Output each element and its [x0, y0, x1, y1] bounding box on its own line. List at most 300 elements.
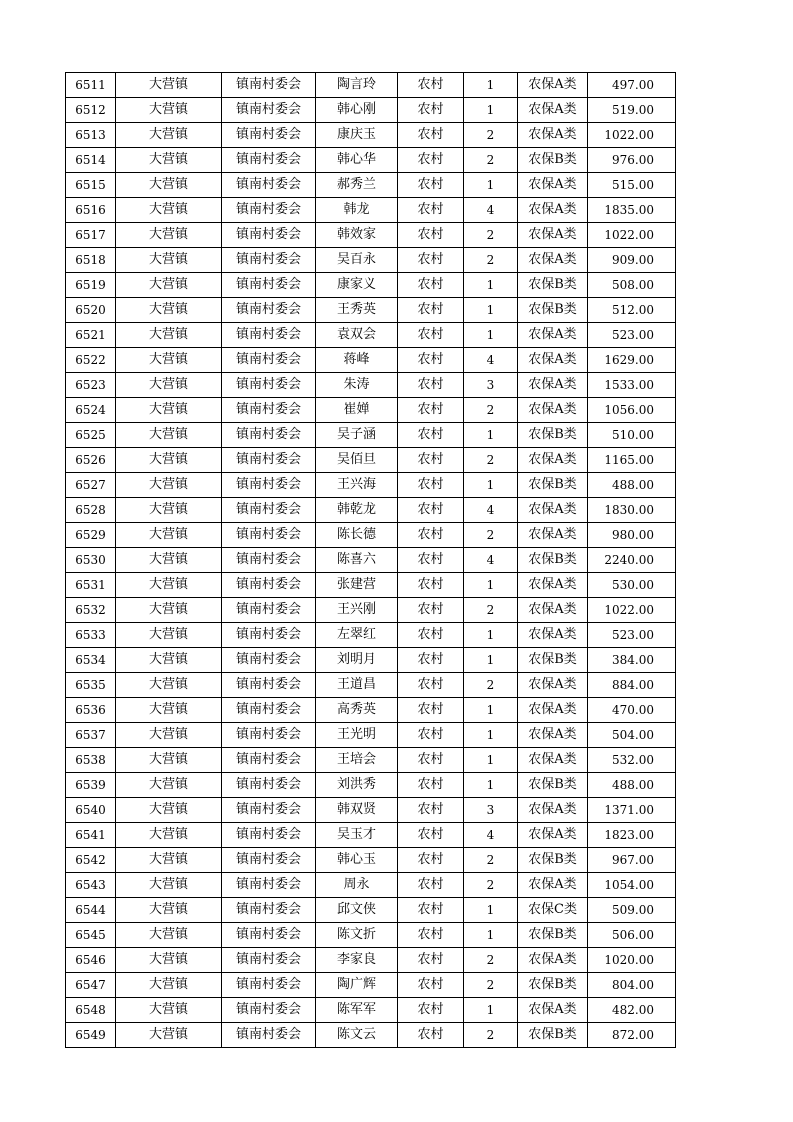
town-cell: 大营镇: [116, 148, 222, 173]
area-type-cell: 农村: [398, 723, 464, 748]
insurance-category-cell: 农保B类: [518, 973, 588, 998]
table-row: [66, 573, 676, 598]
town-cell: 大营镇: [116, 398, 222, 423]
amount-cell: 532.00: [588, 748, 676, 773]
record-number-cell: 6533: [66, 623, 116, 648]
area-type-cell: 农村: [398, 348, 464, 373]
person-name-cell: 蒋峰: [316, 348, 398, 373]
amount-cell: 1054.00: [588, 873, 676, 898]
person-name-cell: 陈文云: [316, 1023, 398, 1048]
area-type-cell: 农村: [398, 948, 464, 973]
town-cell: 大营镇: [116, 748, 222, 773]
person-name-cell: 韩龙: [316, 198, 398, 223]
area-type-cell: 农村: [398, 673, 464, 698]
village-committee-cell: 镇南村委会: [222, 773, 316, 798]
person-name-cell: 陶言玲: [316, 73, 398, 98]
record-number-cell: 6527: [66, 473, 116, 498]
village-committee-cell: 镇南村委会: [222, 323, 316, 348]
town-cell: 大营镇: [116, 523, 222, 548]
table-row: [66, 73, 676, 98]
area-type-cell: 农村: [398, 698, 464, 723]
insurance-category-cell: 农保A类: [518, 198, 588, 223]
table-row: [66, 873, 676, 898]
record-number-cell: 6529: [66, 523, 116, 548]
person-name-cell: 陈文折: [316, 923, 398, 948]
record-number-cell: 6516: [66, 198, 116, 223]
household-size-cell: 1: [464, 98, 518, 123]
person-name-cell: 王兴海: [316, 473, 398, 498]
village-committee-cell: 镇南村委会: [222, 873, 316, 898]
town-cell: 大营镇: [116, 348, 222, 373]
person-name-cell: 朱涛: [316, 373, 398, 398]
table-row: [66, 273, 676, 298]
table-row: [66, 748, 676, 773]
amount-cell: 488.00: [588, 473, 676, 498]
record-number-cell: 6540: [66, 798, 116, 823]
amount-cell: 1830.00: [588, 498, 676, 523]
insurance-category-cell: 农保A类: [518, 448, 588, 473]
person-name-cell: 王秀英: [316, 298, 398, 323]
area-type-cell: 农村: [398, 398, 464, 423]
amount-cell: 497.00: [588, 73, 676, 98]
person-name-cell: 韩心玉: [316, 848, 398, 873]
town-cell: 大营镇: [116, 973, 222, 998]
insurance-category-cell: 农保A类: [518, 348, 588, 373]
town-cell: 大营镇: [116, 298, 222, 323]
record-number-cell: 6518: [66, 248, 116, 273]
record-number-cell: 6538: [66, 748, 116, 773]
table-row: [66, 448, 676, 473]
table-row: [66, 698, 676, 723]
record-number-cell: 6512: [66, 98, 116, 123]
insurance-category-cell: 农保A类: [518, 223, 588, 248]
amount-cell: 482.00: [588, 998, 676, 1023]
person-name-cell: 康庆玉: [316, 123, 398, 148]
town-cell: 大营镇: [116, 273, 222, 298]
village-committee-cell: 镇南村委会: [222, 973, 316, 998]
amount-cell: 967.00: [588, 848, 676, 873]
person-name-cell: 韩双贤: [316, 798, 398, 823]
table-row: [66, 473, 676, 498]
person-name-cell: 吴佰旦: [316, 448, 398, 473]
household-size-cell: 3: [464, 373, 518, 398]
person-name-cell: 康家义: [316, 273, 398, 298]
village-committee-cell: 镇南村委会: [222, 523, 316, 548]
household-size-cell: 2: [464, 1023, 518, 1048]
insurance-category-cell: 农保B类: [518, 423, 588, 448]
insurance-category-cell: 农保A类: [518, 573, 588, 598]
area-type-cell: 农村: [398, 823, 464, 848]
amount-cell: 1629.00: [588, 348, 676, 373]
record-number-cell: 6515: [66, 173, 116, 198]
table-row: [66, 723, 676, 748]
table-row: [66, 173, 676, 198]
village-committee-cell: 镇南村委会: [222, 423, 316, 448]
household-size-cell: 1: [464, 923, 518, 948]
person-name-cell: 崔婵: [316, 398, 398, 423]
area-type-cell: 农村: [398, 873, 464, 898]
insurance-category-cell: 农保B类: [518, 648, 588, 673]
town-cell: 大营镇: [116, 248, 222, 273]
beneficiary-table: [65, 72, 676, 1048]
town-cell: 大营镇: [116, 498, 222, 523]
amount-cell: 980.00: [588, 523, 676, 548]
record-number-cell: 6530: [66, 548, 116, 573]
village-committee-cell: 镇南村委会: [222, 848, 316, 873]
insurance-category-cell: 农保A类: [518, 673, 588, 698]
town-cell: 大营镇: [116, 473, 222, 498]
table-row: [66, 848, 676, 873]
household-size-cell: 4: [464, 823, 518, 848]
person-name-cell: 韩心刚: [316, 98, 398, 123]
amount-cell: 1022.00: [588, 123, 676, 148]
person-name-cell: 韩效家: [316, 223, 398, 248]
town-cell: 大营镇: [116, 173, 222, 198]
amount-cell: 1165.00: [588, 448, 676, 473]
village-committee-cell: 镇南村委会: [222, 98, 316, 123]
amount-cell: 1020.00: [588, 948, 676, 973]
record-number-cell: 6517: [66, 223, 116, 248]
table-row: [66, 423, 676, 448]
area-type-cell: 农村: [398, 123, 464, 148]
insurance-category-cell: 农保B类: [518, 298, 588, 323]
area-type-cell: 农村: [398, 148, 464, 173]
town-cell: 大营镇: [116, 823, 222, 848]
amount-cell: 506.00: [588, 923, 676, 948]
town-cell: 大营镇: [116, 848, 222, 873]
area-type-cell: 农村: [398, 98, 464, 123]
town-cell: 大营镇: [116, 1023, 222, 1048]
table-row: [66, 898, 676, 923]
area-type-cell: 农村: [398, 598, 464, 623]
household-size-cell: 2: [464, 148, 518, 173]
person-name-cell: 陈长德: [316, 523, 398, 548]
area-type-cell: 农村: [398, 523, 464, 548]
village-committee-cell: 镇南村委会: [222, 573, 316, 598]
household-size-cell: 2: [464, 223, 518, 248]
amount-cell: 509.00: [588, 898, 676, 923]
table-row: [66, 548, 676, 573]
town-cell: 大营镇: [116, 923, 222, 948]
record-number-cell: 6547: [66, 973, 116, 998]
record-number-cell: 6539: [66, 773, 116, 798]
area-type-cell: 农村: [398, 1023, 464, 1048]
area-type-cell: 农村: [398, 373, 464, 398]
village-committee-cell: 镇南村委会: [222, 473, 316, 498]
amount-cell: 510.00: [588, 423, 676, 448]
amount-cell: 872.00: [588, 1023, 676, 1048]
person-name-cell: 刘洪秀: [316, 773, 398, 798]
amount-cell: 1022.00: [588, 223, 676, 248]
record-number-cell: 6546: [66, 948, 116, 973]
table-row: [66, 773, 676, 798]
record-number-cell: 6543: [66, 873, 116, 898]
record-number-cell: 6522: [66, 348, 116, 373]
village-committee-cell: 镇南村委会: [222, 173, 316, 198]
amount-cell: 523.00: [588, 623, 676, 648]
insurance-category-cell: 农保A类: [518, 598, 588, 623]
household-size-cell: 1: [464, 748, 518, 773]
insurance-category-cell: 农保B类: [518, 773, 588, 798]
household-size-cell: 2: [464, 948, 518, 973]
table-row: [66, 323, 676, 348]
town-cell: 大营镇: [116, 73, 222, 98]
household-size-cell: 2: [464, 848, 518, 873]
amount-cell: 508.00: [588, 273, 676, 298]
insurance-category-cell: 农保A类: [518, 623, 588, 648]
household-size-cell: 1: [464, 473, 518, 498]
insurance-category-cell: 农保B类: [518, 148, 588, 173]
town-cell: 大营镇: [116, 373, 222, 398]
person-name-cell: 高秀英: [316, 698, 398, 723]
amount-cell: 884.00: [588, 673, 676, 698]
insurance-category-cell: 农保B类: [518, 848, 588, 873]
town-cell: 大营镇: [116, 573, 222, 598]
area-type-cell: 农村: [398, 473, 464, 498]
person-name-cell: 刘明月: [316, 648, 398, 673]
town-cell: 大营镇: [116, 998, 222, 1023]
household-size-cell: 2: [464, 523, 518, 548]
record-number-cell: 6528: [66, 498, 116, 523]
person-name-cell: 韩乾龙: [316, 498, 398, 523]
table-row: [66, 498, 676, 523]
area-type-cell: 农村: [398, 223, 464, 248]
record-number-cell: 6525: [66, 423, 116, 448]
insurance-category-cell: 农保A类: [518, 998, 588, 1023]
town-cell: 大营镇: [116, 623, 222, 648]
insurance-category-cell: 农保C类: [518, 898, 588, 923]
amount-cell: 488.00: [588, 773, 676, 798]
village-committee-cell: 镇南村委会: [222, 648, 316, 673]
household-size-cell: 2: [464, 248, 518, 273]
amount-cell: 1371.00: [588, 798, 676, 823]
town-cell: 大营镇: [116, 123, 222, 148]
household-size-cell: 1: [464, 423, 518, 448]
record-number-cell: 6544: [66, 898, 116, 923]
insurance-category-cell: 农保A类: [518, 398, 588, 423]
table-row: [66, 948, 676, 973]
village-committee-cell: 镇南村委会: [222, 198, 316, 223]
table-row: [66, 123, 676, 148]
table-row: [66, 973, 676, 998]
village-committee-cell: 镇南村委会: [222, 273, 316, 298]
table-row: [66, 598, 676, 623]
amount-cell: 515.00: [588, 173, 676, 198]
area-type-cell: 农村: [398, 923, 464, 948]
area-type-cell: 农村: [398, 323, 464, 348]
town-cell: 大营镇: [116, 223, 222, 248]
table-row: [66, 373, 676, 398]
person-name-cell: 郝秀兰: [316, 173, 398, 198]
household-size-cell: 2: [464, 398, 518, 423]
household-size-cell: 4: [464, 548, 518, 573]
record-number-cell: 6542: [66, 848, 116, 873]
record-number-cell: 6532: [66, 598, 116, 623]
table-row: [66, 923, 676, 948]
area-type-cell: 农村: [398, 748, 464, 773]
village-committee-cell: 镇南村委会: [222, 898, 316, 923]
person-name-cell: 李家良: [316, 948, 398, 973]
table-row: [66, 98, 676, 123]
household-size-cell: 1: [464, 698, 518, 723]
table-row: [66, 823, 676, 848]
amount-cell: 804.00: [588, 973, 676, 998]
person-name-cell: 陶广辉: [316, 973, 398, 998]
person-name-cell: 陈军军: [316, 998, 398, 1023]
amount-cell: 470.00: [588, 698, 676, 723]
town-cell: 大营镇: [116, 448, 222, 473]
household-size-cell: 1: [464, 73, 518, 98]
village-committee-cell: 镇南村委会: [222, 348, 316, 373]
record-number-cell: 6535: [66, 673, 116, 698]
record-number-cell: 6526: [66, 448, 116, 473]
village-committee-cell: 镇南村委会: [222, 923, 316, 948]
area-type-cell: 农村: [398, 998, 464, 1023]
village-committee-cell: 镇南村委会: [222, 248, 316, 273]
table-row: [66, 648, 676, 673]
insurance-category-cell: 农保B类: [518, 273, 588, 298]
person-name-cell: 王兴刚: [316, 598, 398, 623]
insurance-category-cell: 农保A类: [518, 798, 588, 823]
household-size-cell: 2: [464, 973, 518, 998]
person-name-cell: 王光明: [316, 723, 398, 748]
insurance-category-cell: 农保A类: [518, 498, 588, 523]
town-cell: 大营镇: [116, 198, 222, 223]
insurance-category-cell: 农保B类: [518, 923, 588, 948]
town-cell: 大营镇: [116, 873, 222, 898]
table-row: [66, 998, 676, 1023]
household-size-cell: 1: [464, 648, 518, 673]
town-cell: 大营镇: [116, 98, 222, 123]
record-number-cell: 6523: [66, 373, 116, 398]
household-size-cell: 1: [464, 298, 518, 323]
area-type-cell: 农村: [398, 573, 464, 598]
insurance-category-cell: 农保A类: [518, 373, 588, 398]
household-size-cell: 3: [464, 798, 518, 823]
amount-cell: 909.00: [588, 248, 676, 273]
household-size-cell: 2: [464, 598, 518, 623]
record-number-cell: 6524: [66, 398, 116, 423]
area-type-cell: 农村: [398, 173, 464, 198]
insurance-category-cell: 农保A类: [518, 248, 588, 273]
town-cell: 大营镇: [116, 798, 222, 823]
household-size-cell: 1: [464, 573, 518, 598]
table-row: [66, 223, 676, 248]
person-name-cell: 袁双会: [316, 323, 398, 348]
household-size-cell: 1: [464, 273, 518, 298]
record-number-cell: 6536: [66, 698, 116, 723]
insurance-category-cell: 农保A类: [518, 173, 588, 198]
village-committee-cell: 镇南村委会: [222, 673, 316, 698]
amount-cell: 512.00: [588, 298, 676, 323]
table-row: [66, 198, 676, 223]
village-committee-cell: 镇南村委会: [222, 498, 316, 523]
village-committee-cell: 镇南村委会: [222, 823, 316, 848]
town-cell: 大营镇: [116, 698, 222, 723]
record-number-cell: 6534: [66, 648, 116, 673]
amount-cell: 384.00: [588, 648, 676, 673]
person-name-cell: 陈喜六: [316, 548, 398, 573]
person-name-cell: 王道昌: [316, 673, 398, 698]
household-size-cell: 1: [464, 898, 518, 923]
record-number-cell: 6520: [66, 298, 116, 323]
area-type-cell: 农村: [398, 648, 464, 673]
village-committee-cell: 镇南村委会: [222, 373, 316, 398]
area-type-cell: 农村: [398, 773, 464, 798]
person-name-cell: 韩心华: [316, 148, 398, 173]
village-committee-cell: 镇南村委会: [222, 798, 316, 823]
town-cell: 大营镇: [116, 323, 222, 348]
record-number-cell: 6513: [66, 123, 116, 148]
household-size-cell: 2: [464, 873, 518, 898]
record-number-cell: 6519: [66, 273, 116, 298]
table-row: [66, 798, 676, 823]
amount-cell: 523.00: [588, 323, 676, 348]
area-type-cell: 农村: [398, 898, 464, 923]
insurance-category-cell: 农保A类: [518, 698, 588, 723]
village-committee-cell: 镇南村委会: [222, 1023, 316, 1048]
village-committee-cell: 镇南村委会: [222, 698, 316, 723]
village-committee-cell: 镇南村委会: [222, 998, 316, 1023]
amount-cell: 1056.00: [588, 398, 676, 423]
record-number-cell: 6537: [66, 723, 116, 748]
amount-cell: 1533.00: [588, 373, 676, 398]
amount-cell: 530.00: [588, 573, 676, 598]
amount-cell: 1823.00: [588, 823, 676, 848]
record-number-cell: 6521: [66, 323, 116, 348]
insurance-category-cell: 农保B类: [518, 1023, 588, 1048]
insurance-category-cell: 农保A类: [518, 948, 588, 973]
village-committee-cell: 镇南村委会: [222, 73, 316, 98]
household-size-cell: 2: [464, 673, 518, 698]
area-type-cell: 农村: [398, 73, 464, 98]
person-name-cell: 王培会: [316, 748, 398, 773]
village-committee-cell: 镇南村委会: [222, 398, 316, 423]
person-name-cell: 左翠红: [316, 623, 398, 648]
town-cell: 大营镇: [116, 548, 222, 573]
table-row: [66, 1023, 676, 1048]
insurance-category-cell: 农保A类: [518, 123, 588, 148]
village-committee-cell: 镇南村委会: [222, 623, 316, 648]
household-size-cell: 1: [464, 998, 518, 1023]
village-committee-cell: 镇南村委会: [222, 448, 316, 473]
village-committee-cell: 镇南村委会: [222, 123, 316, 148]
amount-cell: 519.00: [588, 98, 676, 123]
town-cell: 大营镇: [116, 598, 222, 623]
person-name-cell: 周永: [316, 873, 398, 898]
table-body: [66, 73, 676, 1048]
household-size-cell: 2: [464, 123, 518, 148]
record-number-cell: 6531: [66, 573, 116, 598]
area-type-cell: 农村: [398, 973, 464, 998]
person-name-cell: 吴子涵: [316, 423, 398, 448]
town-cell: 大营镇: [116, 723, 222, 748]
village-committee-cell: 镇南村委会: [222, 548, 316, 573]
village-committee-cell: 镇南村委会: [222, 723, 316, 748]
record-number-cell: 6548: [66, 998, 116, 1023]
village-committee-cell: 镇南村委会: [222, 598, 316, 623]
area-type-cell: 农村: [398, 848, 464, 873]
area-type-cell: 农村: [398, 448, 464, 473]
record-number-cell: 6514: [66, 148, 116, 173]
amount-cell: 504.00: [588, 723, 676, 748]
area-type-cell: 农村: [398, 273, 464, 298]
amount-cell: 1835.00: [588, 198, 676, 223]
area-type-cell: 农村: [398, 423, 464, 448]
insurance-category-cell: 农保B类: [518, 548, 588, 573]
insurance-category-cell: 农保A类: [518, 98, 588, 123]
insurance-category-cell: 农保B类: [518, 473, 588, 498]
